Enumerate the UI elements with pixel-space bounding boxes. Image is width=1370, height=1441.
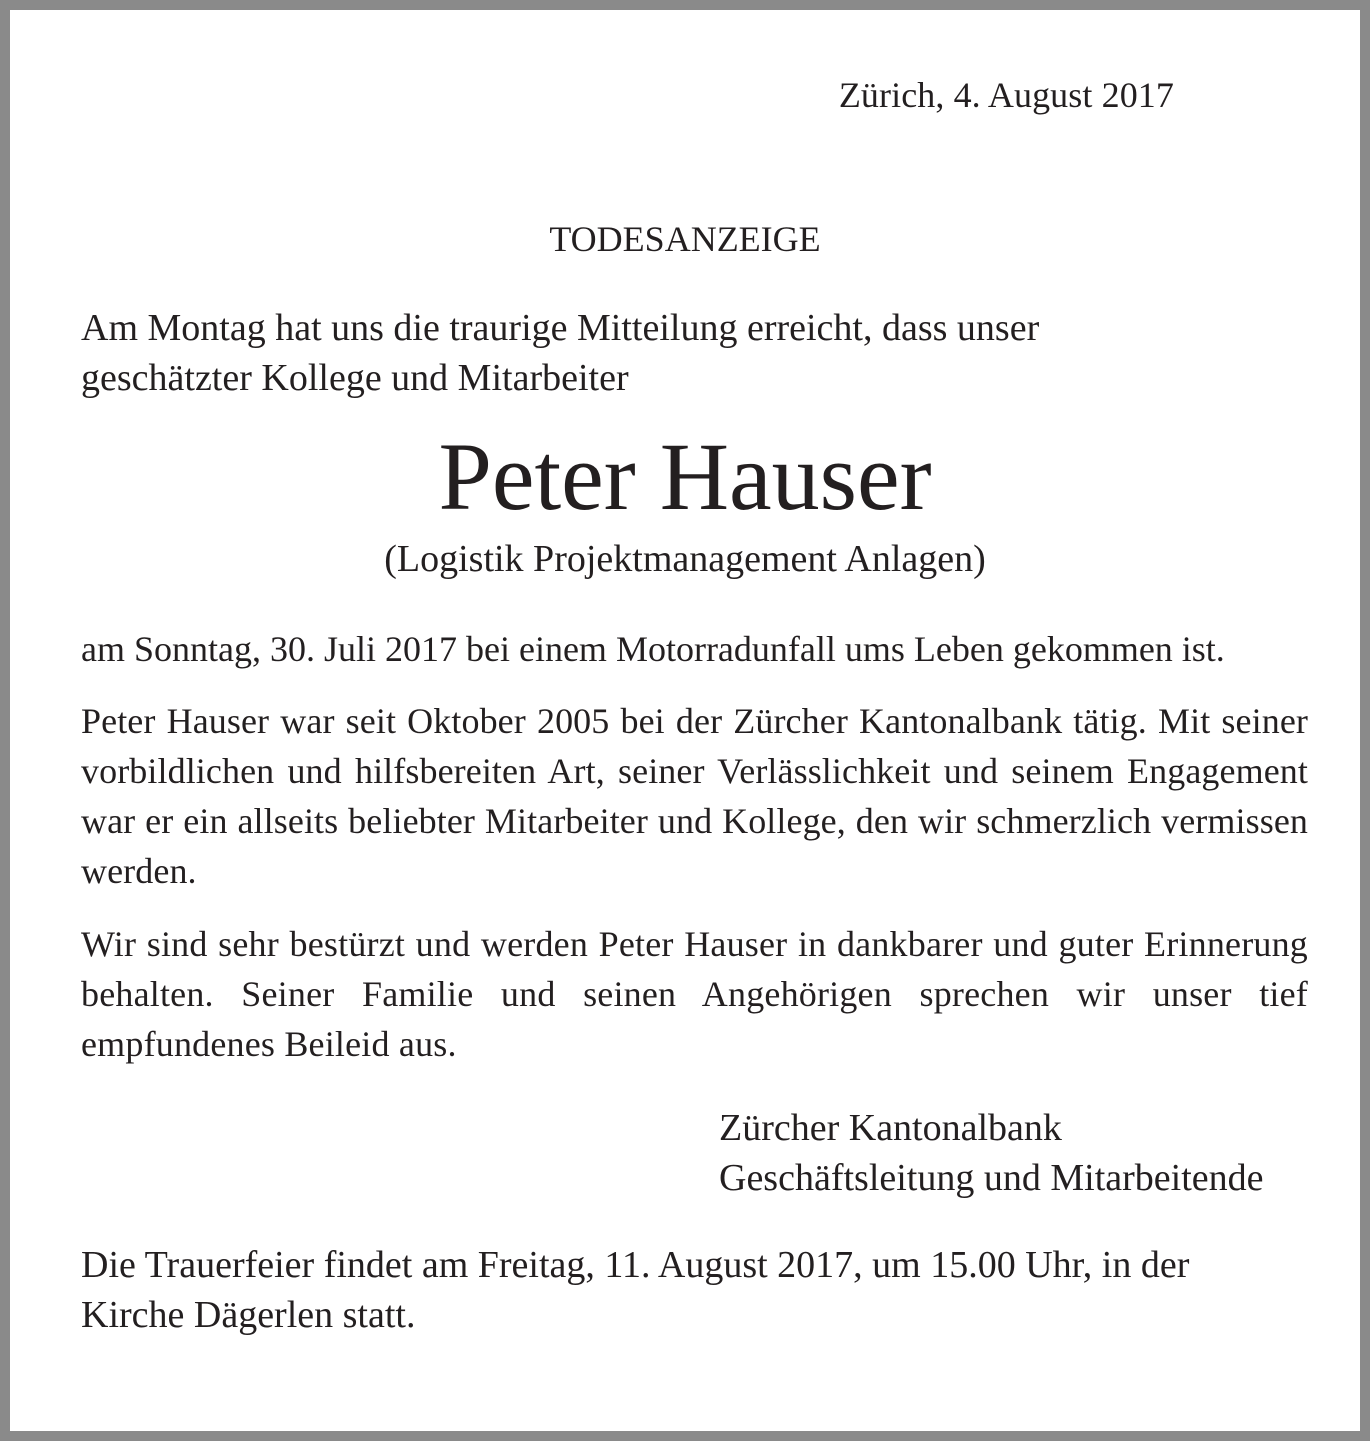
notice-heading: TODESANZEIGE bbox=[549, 219, 821, 259]
funeral-line-2: Kirche Dägerlen statt. bbox=[81, 1294, 416, 1336]
intro-text bbox=[81, 303, 1039, 403]
funeral-line-1: Die Trauerfeier findet am Freitag, 11. August 2017, um 15.00 Uhr, in der bbox=[81, 1244, 1190, 1286]
deceased-department: (Logistik Projektmanagement Anlagen) bbox=[384, 538, 986, 580]
signature-block bbox=[719, 1103, 1264, 1203]
funeral-announcement bbox=[81, 1240, 1189, 1340]
signature-group: Geschäftsleitung und Mitarbeitende bbox=[719, 1157, 1264, 1199]
tribute-paragraph: Peter Hauser war seit Oktober 2005 bei der Zürcher Kantonalbank tätig. Mit seiner vorbildlichen und hilfsbereiten Art, seiner Verlässlichkeit und seinem Engagement war er ein allseits beliebter Mitarbeiter und Kollege, den wir schmerzlich vermissen werden. bbox=[81, 701, 1308, 891]
condolence-paragraph: Wir sind sehr bestürzt und werden Peter Hauser in dankbarer und guter Erinnerung behalten. Seiner Familie und seinen Angehörigen sprechen wir unser tief empfundenes Beileid aus. bbox=[81, 924, 1308, 1064]
notice-date: Zürich, 4. August 2017 bbox=[838, 75, 1174, 115]
death-circumstances-paragraph: am Sonntag, 30. Juli 2017 bei einem Motorradunfall ums Leben gekommen ist. bbox=[81, 629, 1225, 669]
signature-organization: Zürcher Kantonalbank bbox=[719, 1107, 1062, 1149]
intro-line-2: geschätzter Kollege und Mitarbeiter bbox=[81, 357, 629, 399]
deceased-name: Peter Hauser bbox=[438, 423, 932, 530]
intro-line-1: Am Montag hat uns die traurige Mitteilung erreicht, dass unser bbox=[81, 307, 1040, 349]
